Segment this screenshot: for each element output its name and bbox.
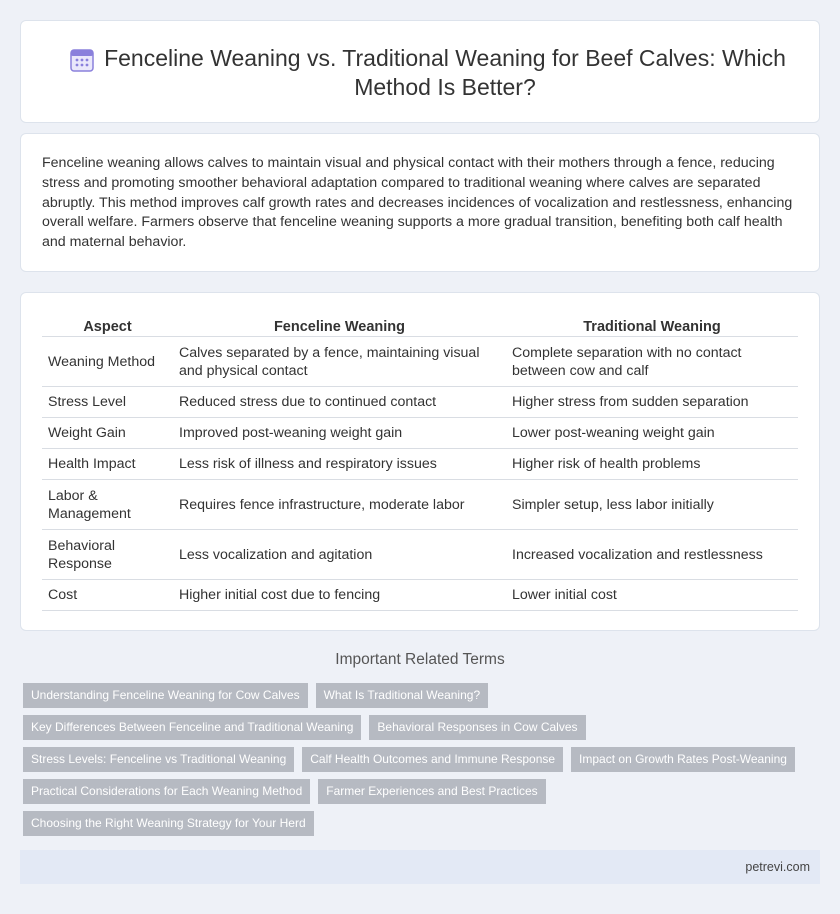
table-cell-fenceline: Less risk of illness and respiratory issues [173, 449, 506, 480]
table-cell-aspect: Cost [42, 580, 173, 611]
header-traditional: Traditional Weaning [506, 316, 798, 337]
related-terms-title: Important Related Terms [335, 651, 505, 668]
related-term-tag[interactable]: What Is Traditional Weaning? [316, 683, 489, 708]
related-term-tag[interactable]: Choosing the Right Weaning Strategy for Your Herd [23, 811, 314, 836]
intro-card [20, 133, 820, 272]
tag-row [23, 779, 546, 804]
tag-row [23, 683, 488, 708]
related-term-tag[interactable]: Impact on Growth Rates Post-Weaning [571, 747, 795, 772]
table-cell-aspect: Weaning Method [42, 337, 173, 387]
table-cell-fenceline: Less vocalization and agitation [173, 530, 506, 580]
related-term-tag[interactable]: Calf Health Outcomes and Immune Response [302, 747, 563, 772]
tag-row [23, 747, 795, 772]
table-cell-aspect: Labor & Management [42, 480, 173, 530]
table-cell-traditional: Complete separation with no contact between cow and calf [506, 337, 798, 387]
title-card [20, 20, 820, 123]
comparison-table [42, 316, 798, 611]
table-row [42, 580, 798, 611]
table-cell-fenceline: Improved post-weaning weight gain [173, 418, 506, 449]
related-term-tag[interactable]: Farmer Experiences and Best Practices [318, 779, 545, 804]
related-term-tag[interactable]: Stress Levels: Fenceline vs Traditional Weaning [23, 747, 294, 772]
footer-site-link[interactable]: petrevi.com [745, 860, 810, 874]
table-cell-fenceline: Higher initial cost due to fencing [173, 580, 506, 611]
table-cell-aspect: Health Impact [42, 449, 173, 480]
header-fenceline: Fenceline Weaning [173, 316, 506, 337]
table-row [42, 449, 798, 480]
table-cell-fenceline: Calves separated by a fence, maintaining visual and physical contact [173, 337, 506, 387]
table-cell-aspect: Behavioral Response [42, 530, 173, 580]
table-cell-fenceline: Requires fence infrastructure, moderate labor [173, 480, 506, 530]
comparison-table-card [20, 292, 820, 631]
page-title: Fenceline Weaning vs. Traditional Weaning for Beef Calves: Which Method Is Better? [104, 45, 786, 100]
table-cell-aspect: Stress Level [42, 387, 173, 418]
table-cell-traditional: Lower post-weaning weight gain [506, 418, 798, 449]
table-header-row [42, 316, 798, 337]
table-cell-traditional: Higher risk of health problems [506, 449, 798, 480]
related-term-tag[interactable]: Understanding Fenceline Weaning for Cow Calves [23, 683, 308, 708]
table-cell-aspect: Weight Gain [42, 418, 173, 449]
table-cell-traditional: Lower initial cost [506, 580, 798, 611]
table-cell-fenceline: Reduced stress due to continued contact [173, 387, 506, 418]
intro-paragraph: Fenceline weaning allows calves to maintain visual and physical contact with their mothers through a fence, reducing stress and promoting smoother behavioral adaptation compared to traditional weaning where calves are separated abruptly. This method improves calf growth rates and decreases incidences of vocalization and restlessness, enhancing overall welfare. Farmers observe that fenceline weaning supports a more gradual transition, benefiting both calf health and maternal behavior. [42, 155, 793, 251]
table-row [42, 387, 798, 418]
tag-row [23, 715, 586, 740]
header-aspect: Aspect [42, 316, 173, 337]
related-term-tag[interactable]: Behavioral Responses in Cow Calves [369, 715, 585, 740]
footer [20, 850, 820, 884]
table-row [42, 480, 798, 530]
tag-row [23, 811, 314, 836]
related-term-tag[interactable]: Practical Considerations for Each Weaning Method [23, 779, 310, 804]
table-row [42, 337, 798, 387]
table-cell-traditional: Simpler setup, less labor initially [506, 480, 798, 530]
related-term-tag[interactable]: Key Differences Between Fenceline and Traditional Weaning [23, 715, 361, 740]
table-row [42, 418, 798, 449]
table-cell-traditional: Increased vocalization and restlessness [506, 530, 798, 580]
table-cell-traditional: Higher stress from sudden separation [506, 387, 798, 418]
table-row [42, 530, 798, 580]
